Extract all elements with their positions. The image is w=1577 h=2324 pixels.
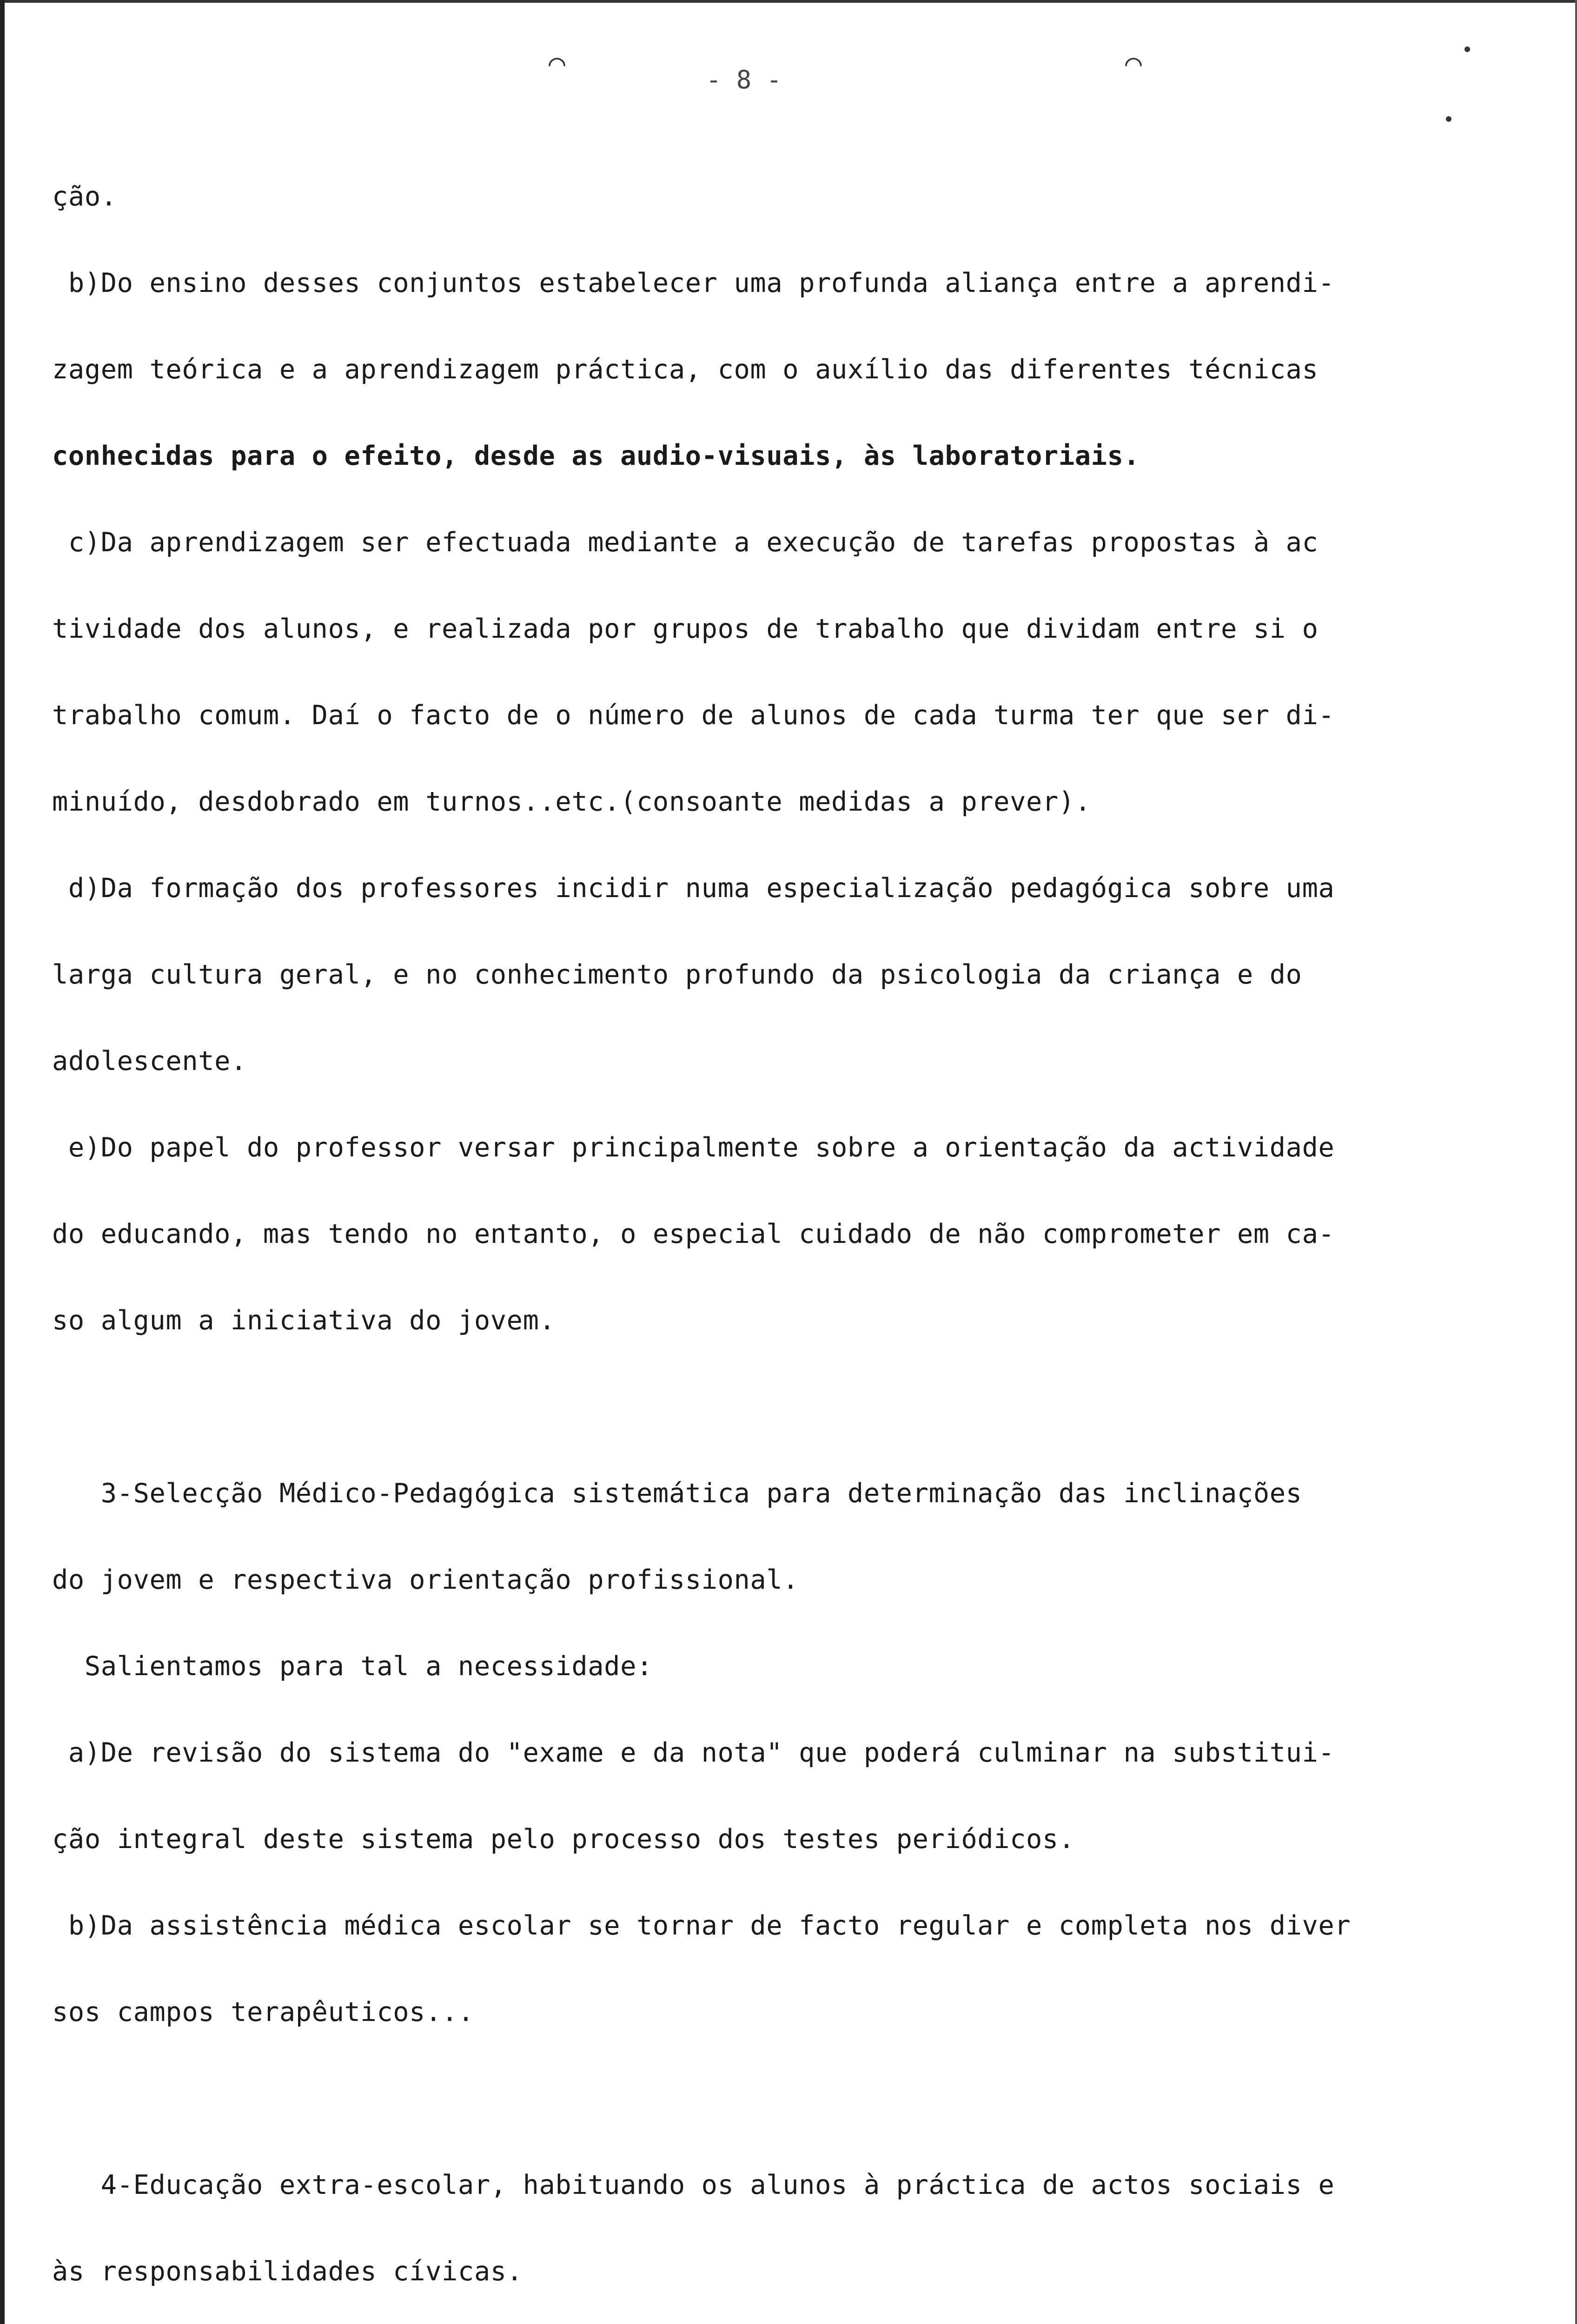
text-line: so algum a iniciativa do jovem. bbox=[52, 1305, 556, 1336]
text-line: sos campos terapêuticos... bbox=[52, 1997, 474, 2027]
text-line: b)Do ensino desses conjuntos estabelecer uma profunda aliança entre a aprendi- bbox=[52, 268, 1335, 298]
text-line: às responsabilidades cívicas. bbox=[52, 2256, 523, 2287]
text-line: adolescente. bbox=[52, 1046, 247, 1076]
ink-mark-right: ⌒ bbox=[1125, 46, 1142, 79]
text-line: b)Da assistência médica escolar se tornar de facto regular e completa nos diver bbox=[52, 1910, 1351, 1941]
text-line: c)Da aprendizagem ser efectuada mediante a execução de tarefas propostas à ac bbox=[52, 527, 1319, 558]
text-line: minuído, desdobrado em turnos..etc.(consoante medidas a prever). bbox=[52, 786, 1091, 817]
text-line: a)De revisão do sistema do "exame e da nota" que poderá culminar na substitui- bbox=[52, 1737, 1335, 1768]
text-line: trabalho comum. Daí o facto de o número de alunos de cada turma ter que ser di- bbox=[52, 700, 1335, 731]
text-line: ção integral deste sistema pelo processo dos testes periódicos. bbox=[52, 1824, 1075, 1855]
left-border bbox=[0, 0, 5, 2324]
document-body bbox=[52, 125, 1540, 2324]
section-heading: 3-Selecção Médico-Pedagógica sistemática para determinação das inclinações bbox=[52, 1478, 1302, 1509]
right-border bbox=[1575, 0, 1577, 2324]
text-line: Salientamos para tal a necessidade: bbox=[52, 1651, 653, 1682]
text-line: do jovem e respectiva orientação profissional. bbox=[52, 1565, 799, 1595]
ink-dot bbox=[1464, 46, 1470, 52]
text-line: ção. bbox=[52, 181, 117, 212]
top-border bbox=[0, 0, 1577, 3]
text-line: d)Da formação dos professores incidir numa especialização pedagógica sobre uma bbox=[52, 873, 1335, 904]
ink-mark-left: ⌒ bbox=[549, 46, 566, 79]
text-line bbox=[52, 2084, 1540, 2113]
ink-dot bbox=[1446, 116, 1451, 122]
page-number: - 8 - bbox=[706, 65, 782, 94]
text-line: zagem teórica e a aprendizagem práctica, com o auxílio das diferentes técnicas bbox=[52, 354, 1319, 385]
text-line bbox=[52, 1393, 1540, 1421]
section-heading: 4-Educação extra-escolar, habituando os alunos à práctica de actos sociais e bbox=[52, 2170, 1335, 2200]
text-line: conhecidas para o efeito, desde as audio-visuais, às laboratoriais. bbox=[52, 441, 1140, 471]
text-line: larga cultura geral, e no conhecimento profundo da psicologia da criança e do bbox=[52, 959, 1302, 990]
text-line: tividade dos alunos, e realizada por grupos de trabalho que dividam entre si o bbox=[52, 614, 1319, 644]
text-line: e)Do papel do professor versar principalmente sobre a orientação da actividade bbox=[52, 1132, 1335, 1163]
text-line: do educando, mas tendo no entanto, o especial cuidado de não comprometer em ca- bbox=[52, 1219, 1335, 1249]
